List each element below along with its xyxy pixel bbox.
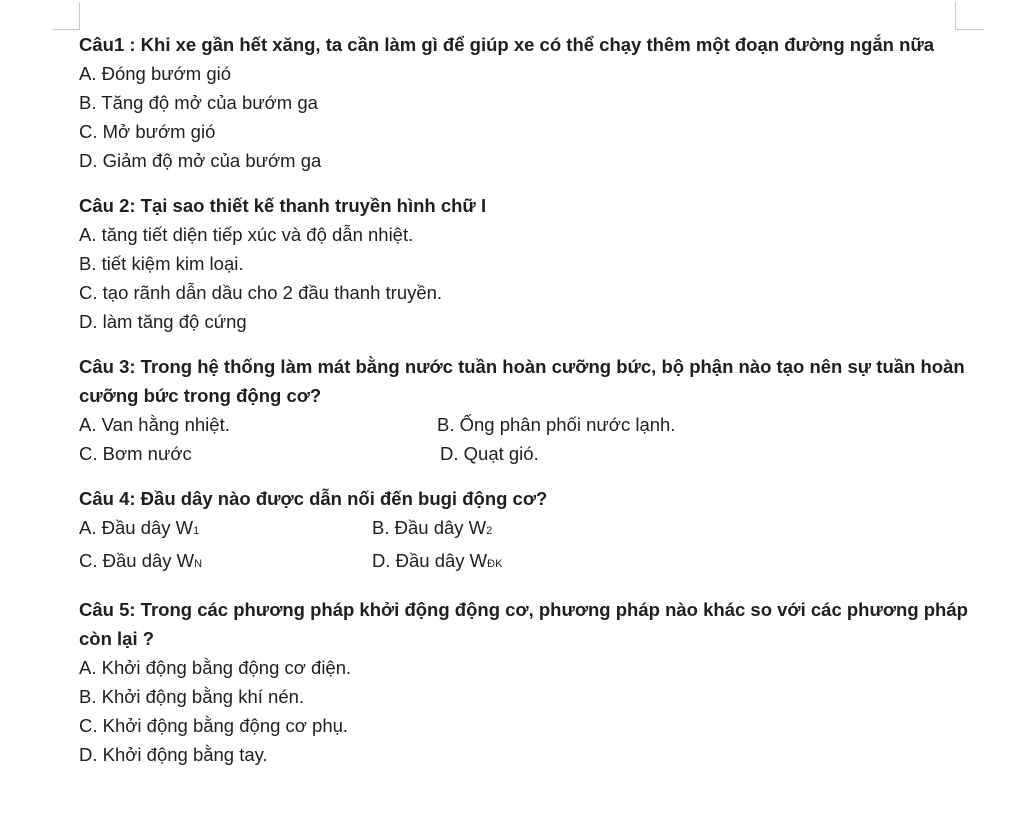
answer-option-text: B. Đầu dây W <box>372 517 487 538</box>
question-title: Câu 2: Tại sao thiết kế thanh truyền hình chữ I <box>79 195 487 216</box>
subscript: 2 <box>486 525 493 537</box>
answer-option: C. Khởi động bằng động cơ phụ. <box>79 715 349 736</box>
answer-grid <box>79 513 969 579</box>
answer-option-text: C. Đầu dây W <box>79 550 195 571</box>
answer-option: D. Giảm độ mở của bướm ga <box>79 150 322 171</box>
question-5 <box>79 595 969 769</box>
question-4 <box>79 484 969 579</box>
answer-option: B. Tăng độ mở của bướm ga <box>79 92 318 113</box>
question-title: Câu1 : Khi xe gần hết xăng, ta cần làm gì để giúp xe có thể chạy thêm một đoạn đường ngắn nữa <box>79 34 935 55</box>
answer-option <box>372 546 969 579</box>
answer-option: C. tạo rãnh dẫn dầu cho 2 đầu thanh truyền. <box>79 282 443 303</box>
answer-option: A. Khởi động bằng động cơ điện. <box>79 657 352 678</box>
answer-option: A. tăng tiết diện tiếp xúc và độ dẫn nhiệt. <box>79 224 414 245</box>
answer-option: B. Ống phân phối nước lạnh. <box>437 414 676 435</box>
crop-mark-left <box>53 2 80 30</box>
answer-option <box>79 513 372 546</box>
answer-option-text: A. Đầu dây W <box>79 517 194 538</box>
answer-option: A. Van hằng nhiệt. <box>79 414 230 435</box>
subscript: 1 <box>193 525 200 537</box>
answer-option: D. Quạt gió. <box>440 443 539 464</box>
answer-option: A. Đóng bướm gió <box>79 63 232 84</box>
answer-option: C. Mở bướm gió <box>79 121 216 142</box>
crop-mark-right <box>955 2 984 30</box>
question-3 <box>79 352 969 468</box>
answer-grid <box>79 410 969 468</box>
answer-option-text: D. Đầu dây W <box>372 550 488 571</box>
answer-option: D. Khởi động bằng tay. <box>79 744 268 765</box>
subscript: ĐK <box>487 558 503 570</box>
document-body <box>79 30 969 785</box>
answer-option: D. làm tăng độ cứng <box>79 311 247 332</box>
subscript: N <box>194 558 203 570</box>
answer-option: B. tiết kiệm kim loại. <box>79 253 244 274</box>
question-2 <box>79 191 969 336</box>
question-title: Câu 3: Trong hệ thống làm mát bằng nước tuần hoàn cưỡng bức, bộ phận nào tạo nên sự tuần hoàn cưỡng bức trong động cơ? <box>79 356 965 406</box>
question-title: Câu 5: Trong các phương pháp khởi động động cơ, phương pháp nào khác so với các phương pháp còn lại ? <box>79 599 968 649</box>
answer-option: C. Bơm nước <box>79 443 192 464</box>
question-title: Câu 4: Đầu dây nào được dẫn nối đến bugi động cơ? <box>79 488 548 509</box>
answer-option: B. Khởi động bằng khí nén. <box>79 686 305 707</box>
question-1 <box>79 30 969 175</box>
answer-option <box>372 513 969 546</box>
answer-option <box>79 546 372 579</box>
